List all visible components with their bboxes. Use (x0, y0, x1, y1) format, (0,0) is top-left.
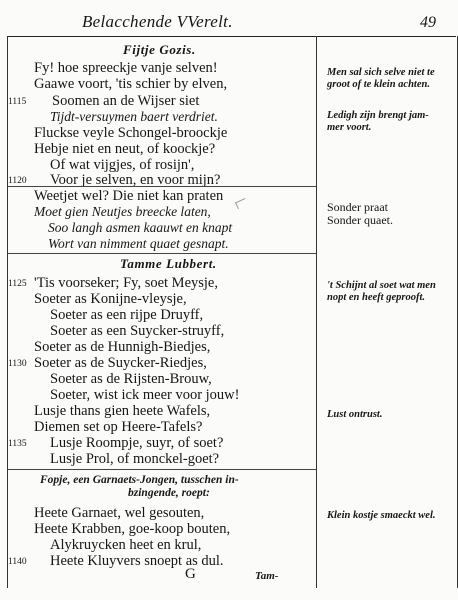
verse-line: Heete Kluyvers snoept as dul. (50, 553, 224, 569)
margin-note: Klein kostje smaeckt wel. (327, 510, 436, 521)
verse-line: Wort van nimment quaet gesnapt. (48, 236, 229, 251)
margin-note (327, 280, 436, 303)
margin-note-line: Sonder quaet. (327, 213, 393, 227)
verse-line: Hebje niet en neut, of koockje? (34, 141, 216, 157)
stage-direction: Fopje, een Garnaets-Jongen, tusschen in- (40, 474, 239, 486)
verse-line: 'Tis voorseker; Fy, soet Meysje, (34, 275, 218, 291)
line-number: 1125 (8, 279, 27, 289)
margin-note (327, 110, 429, 133)
line-number: 1115 (8, 97, 27, 107)
verse-line: Lusje thans gien heete Wafels, (34, 403, 211, 419)
verse-line: Heete Krabben, goe-koop bouten, (34, 521, 231, 537)
section-divider (8, 186, 316, 187)
signature-mark: G (185, 566, 196, 582)
speaker-name: Tamme Lubbert. (120, 256, 217, 271)
verse-line: Of wat vijgjes, of rosijn', (50, 157, 195, 173)
verse-line: Soo langh asmen kaauwt en knapt (48, 220, 233, 235)
column-rule (316, 36, 317, 588)
frame-left (7, 36, 8, 588)
verse-line: Diemen set op Heere-Tafels? (34, 419, 203, 435)
page-number: 49 (420, 14, 436, 31)
margin-note-line: Men sal sich selve niet te (327, 67, 435, 78)
verse-line: Soomen an de Wijser siet (52, 93, 200, 109)
running-title: Belacchende VVerelt. (82, 12, 233, 31)
verse-line: Soeter as een rijpe Druyff, (50, 307, 204, 323)
verse-line: Fluckse veyle Schongel-broockje (34, 125, 228, 141)
margin-note-line: Ledigh zijn brengt jam- (327, 110, 429, 121)
verse-line: Soeter as de Suycker-Riedjes, (34, 355, 207, 371)
verse-line: Soeter as de Rijsten-Brouw, (50, 371, 212, 387)
line-number: 1130 (8, 359, 27, 369)
margin-note (327, 201, 393, 227)
section-divider (8, 469, 316, 470)
verse-line: Voor je selven, en voor mijn? (50, 172, 221, 188)
verse-line: Soeter as de Hunnigh-Biedjes, (34, 339, 211, 355)
line-number: 1135 (8, 439, 27, 449)
verse-line: Lusje Prol, of monckel-goet? (50, 451, 220, 467)
line-number: 1140 (8, 557, 27, 567)
margin-note-line: Sonder praat (327, 200, 388, 214)
margin-note (327, 67, 435, 90)
line-number: 1120 (8, 176, 27, 186)
margin-note: Lust ontrust. (327, 409, 383, 420)
verse-line: Soeter, wist ick meer voor jouw! (50, 387, 240, 403)
verse-line: Fy! hoe spreeckje vanje selven! (34, 60, 218, 76)
margin-note-line: groot of te klein achten. (327, 78, 430, 90)
catchword: Tam- (255, 570, 279, 582)
verse-line: Lusje Roompje, suyr, of soet? (50, 435, 224, 451)
verse-line: Soeter as een Suycker-struyff, (50, 323, 225, 339)
speaker-name: Fijtje Gozis. (123, 42, 196, 57)
margin-note-line: nopt en heeft geprooft. (327, 291, 425, 303)
verse-line: Heete Garnaet, wel gesouten, (34, 505, 205, 521)
section-divider (8, 253, 316, 254)
margin-note-line: 't Schijnt al soet wat men (327, 280, 436, 291)
pencil-mark (235, 198, 248, 209)
verse-line: Alykruycken heet en krul, (50, 537, 202, 553)
verse-line: Weetjet wel? Die niet kan praten (34, 188, 224, 204)
verse-line: Moet gien Neutjes breecke laten, (34, 204, 211, 219)
top-rule (8, 36, 456, 37)
margin-note-line: mer voort. (327, 121, 372, 133)
verse-line: Tijdt-versuymen baert verdriet. (50, 109, 218, 124)
verse-line: Gaawe voort, 'tis schier by elven, (34, 76, 228, 92)
verse-line: Soeter as Konijne-vleysje, (34, 291, 187, 307)
stage-direction: bzingende, roept: (128, 487, 210, 499)
